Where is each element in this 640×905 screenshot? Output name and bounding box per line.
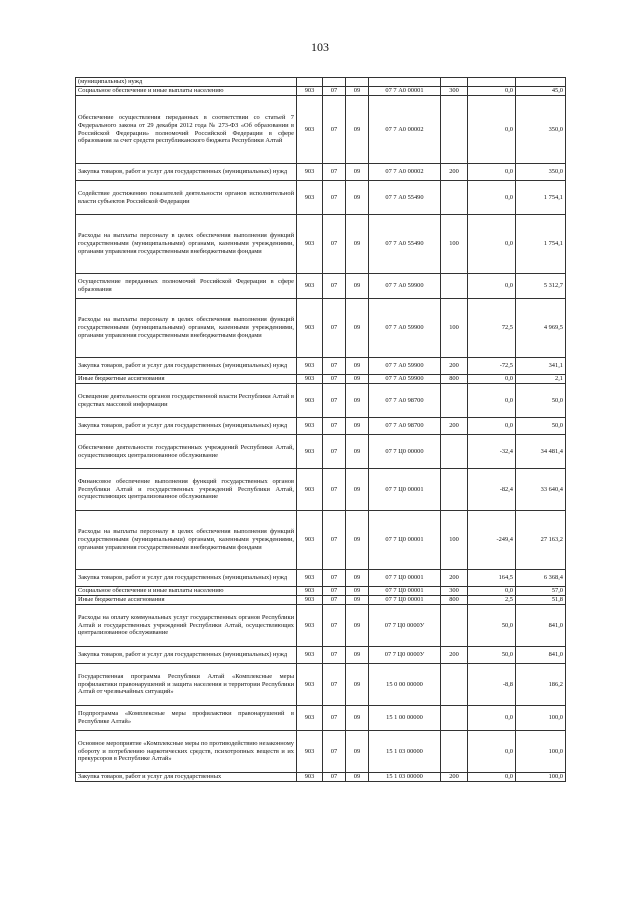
table-row — [76, 299, 566, 358]
row-ministry-code-cell: 903 — [297, 511, 323, 570]
row-name-cell: Содействие достижению показателей деятельности органов исполнительной власти субъектов Российской Федерации — [76, 181, 297, 215]
table-row — [76, 87, 566, 96]
table-row — [76, 731, 566, 773]
table-row — [76, 215, 566, 274]
row-name-cell: Государственная программа Республики Алтай «Комплексные меры профилактики правонарушений и защита населения и территории Республики Алтай от чрезвычайных ситуаций» — [76, 664, 297, 706]
row-target-article-cell: 15 1 03 00000 — [369, 731, 441, 773]
row-expense-type-cell: 800 — [441, 375, 468, 384]
row-total-amount-cell: 6 368,4 — [516, 570, 566, 587]
row-change-amount-cell: 164,5 — [468, 570, 516, 587]
row-change-amount-cell: 2,5 — [468, 596, 516, 605]
row-change-amount-cell: 50,0 — [468, 647, 516, 664]
row-section-code-cell: 07 — [323, 358, 346, 375]
row-expense-type-cell: 800 — [441, 596, 468, 605]
table-row — [76, 647, 566, 664]
row-section-code-cell: 07 — [323, 773, 346, 782]
row-subsection-code-cell: 09 — [346, 164, 369, 181]
row-expense-type-cell: 200 — [441, 418, 468, 435]
row-target-article-cell: 07 7 А0 59900 — [369, 358, 441, 375]
row-total-amount-cell: 186,2 — [516, 664, 566, 706]
row-expense-type-cell — [441, 605, 468, 647]
row-name-cell: Осуществление переданных полномочий Российской Федерации в сфере образования — [76, 274, 297, 299]
row-ministry-code-cell: 903 — [297, 384, 323, 418]
row-target-article-cell: 07 7 Ц0 00001 — [369, 596, 441, 605]
row-subsection-code-cell: 09 — [346, 596, 369, 605]
row-subsection-code-cell: 09 — [346, 706, 369, 731]
table-row — [76, 605, 566, 647]
row-ministry-code-cell: 903 — [297, 731, 323, 773]
row-name-cell: Закупка товаров, работ и услуг для государственных — [76, 773, 297, 782]
row-target-article-cell: 07 7 А0 59900 — [369, 375, 441, 384]
row-section-code-cell: 07 — [323, 664, 346, 706]
row-ministry-code-cell: 903 — [297, 605, 323, 647]
table-row — [76, 435, 566, 469]
row-expense-type-cell: 300 — [441, 87, 468, 96]
row-change-amount-cell: 0,0 — [468, 706, 516, 731]
row-name-cell: Социальное обеспечение и иные выплаты населению — [76, 587, 297, 596]
row-subsection-code-cell: 09 — [346, 358, 369, 375]
row-name-cell: Иные бюджетные ассигнования — [76, 375, 297, 384]
row-name-cell: Расходы на выплаты персоналу в целях обеспечения выполнения функций государственными (муниципальными) органами, казенными учреждениями, органами управления государственными внебюджетными фондами — [76, 215, 297, 274]
row-total-amount-cell: 100,0 — [516, 706, 566, 731]
row-expense-type-cell — [441, 96, 468, 164]
row-expense-type-cell: 200 — [441, 773, 468, 782]
row-subsection-code-cell: 09 — [346, 418, 369, 435]
table-row — [76, 375, 566, 384]
row-subsection-code-cell: 09 — [346, 375, 369, 384]
row-section-code-cell: 07 — [323, 469, 346, 511]
row-subsection-code-cell: 09 — [346, 384, 369, 418]
row-expense-type-cell — [441, 435, 468, 469]
row-name-cell: Обеспечение осуществления переданных в соответствии со статьей 7 Федерального закона от 29 декабря 2012 года № 273-ФЗ «Об образовании в Российской Федерации» полномочий Российской Федерации в сфере образования за счет средств республиканского бюджета Республики Алтай — [76, 96, 297, 164]
table-row — [76, 164, 566, 181]
row-ministry-code-cell: 903 — [297, 435, 323, 469]
row-target-article-cell: 15 0 00 00000 — [369, 664, 441, 706]
row-ministry-code-cell: 903 — [297, 375, 323, 384]
row-total-amount-cell: 4 969,5 — [516, 299, 566, 358]
row-change-amount-cell: 0,0 — [468, 181, 516, 215]
row-section-code-cell: 07 — [323, 587, 346, 596]
row-change-amount-cell: 0,0 — [468, 87, 516, 96]
row-name-cell: Закупка товаров, работ и услуг для государственных (муниципальных) нужд — [76, 358, 297, 375]
row-total-amount-cell: 51,8 — [516, 596, 566, 605]
page-number: 103 — [311, 40, 329, 54]
table-row — [76, 469, 566, 511]
row-expense-type-cell: 200 — [441, 164, 468, 181]
row-total-amount-cell: 50,0 — [516, 418, 566, 435]
row-expense-type-cell — [441, 181, 468, 215]
row-section-code-cell: 07 — [323, 596, 346, 605]
row-subsection-code-cell: 09 — [346, 469, 369, 511]
row-name-cell: (муниципальных) нужд — [76, 78, 297, 87]
table-row — [76, 570, 566, 587]
row-total-amount-cell: 50,0 — [516, 384, 566, 418]
row-ministry-code-cell: 903 — [297, 587, 323, 596]
row-section-code-cell: 07 — [323, 418, 346, 435]
row-name-cell: Обеспечение деятельности государственных учреждений Республики Алтай, осуществляющих централизованное обслуживание — [76, 435, 297, 469]
table-row — [76, 596, 566, 605]
row-change-amount-cell — [468, 78, 516, 87]
row-ministry-code-cell: 903 — [297, 96, 323, 164]
row-target-article-cell: 07 7 Ц0 0000У — [369, 605, 441, 647]
row-subsection-code-cell: 09 — [346, 215, 369, 274]
row-name-cell: Закупка товаров, работ и услуг для государственных (муниципальных) нужд — [76, 647, 297, 664]
row-total-amount-cell: 841,0 — [516, 605, 566, 647]
row-change-amount-cell: 0,0 — [468, 215, 516, 274]
row-expense-type-cell: 200 — [441, 647, 468, 664]
row-change-amount-cell: -82,4 — [468, 469, 516, 511]
row-change-amount-cell: 0,0 — [468, 164, 516, 181]
row-target-article-cell: 07 7 Ц0 0000У — [369, 647, 441, 664]
row-name-cell: Подпрограмма «Комплексные меры профилактики правонарушений в Республике Алтай» — [76, 706, 297, 731]
row-ministry-code-cell: 903 — [297, 664, 323, 706]
row-target-article-cell: 07 7 Ц0 00000 — [369, 435, 441, 469]
row-target-article-cell: 07 7 А0 00002 — [369, 96, 441, 164]
row-target-article-cell: 07 7 Ц0 00001 — [369, 587, 441, 596]
row-expense-type-cell — [441, 274, 468, 299]
row-expense-type-cell: 100 — [441, 215, 468, 274]
row-total-amount-cell: 1 754,1 — [516, 215, 566, 274]
row-section-code-cell: 07 — [323, 605, 346, 647]
row-change-amount-cell: 0,0 — [468, 384, 516, 418]
table-row — [76, 511, 566, 570]
row-subsection-code-cell: 09 — [346, 299, 369, 358]
row-change-amount-cell: -72,5 — [468, 358, 516, 375]
row-ministry-code-cell: 903 — [297, 570, 323, 587]
row-subsection-code-cell: 09 — [346, 511, 369, 570]
row-target-article-cell: 07 7 А0 55490 — [369, 181, 441, 215]
row-ministry-code-cell: 903 — [297, 418, 323, 435]
row-expense-type-cell — [441, 731, 468, 773]
row-change-amount-cell: 0,0 — [468, 418, 516, 435]
row-change-amount-cell: 50,0 — [468, 605, 516, 647]
table-row — [76, 773, 566, 782]
row-ministry-code-cell: 903 — [297, 87, 323, 96]
row-section-code-cell: 07 — [323, 96, 346, 164]
row-subsection-code-cell: 09 — [346, 773, 369, 782]
row-name-cell: Закупка товаров, работ и услуг для государственных (муниципальных) нужд — [76, 570, 297, 587]
table-row — [76, 384, 566, 418]
row-expense-type-cell — [441, 469, 468, 511]
table-row — [76, 181, 566, 215]
row-target-article-cell: 07 7 А0 98700 — [369, 384, 441, 418]
table-row — [76, 418, 566, 435]
row-target-article-cell: 07 7 Ц0 00001 — [369, 570, 441, 587]
row-total-amount-cell: 350,0 — [516, 164, 566, 181]
row-target-article-cell: 07 7 А0 55490 — [369, 215, 441, 274]
row-ministry-code-cell: 903 — [297, 181, 323, 215]
row-subsection-code-cell: 09 — [346, 87, 369, 96]
row-change-amount-cell: 0,0 — [468, 731, 516, 773]
budget-table — [75, 77, 566, 782]
row-total-amount-cell: 341,1 — [516, 358, 566, 375]
row-section-code-cell: 07 — [323, 164, 346, 181]
row-total-amount-cell: 2,1 — [516, 375, 566, 384]
row-section-code-cell: 07 — [323, 731, 346, 773]
row-expense-type-cell: 200 — [441, 358, 468, 375]
row-section-code-cell: 07 — [323, 384, 346, 418]
row-target-article-cell: 07 7 Ц0 00001 — [369, 469, 441, 511]
row-subsection-code-cell: 09 — [346, 181, 369, 215]
row-ministry-code-cell: 903 — [297, 773, 323, 782]
row-target-article-cell: 07 7 А0 00002 — [369, 164, 441, 181]
row-name-cell: Освещение деятельности органов государственной власти Республики Алтай в средствах массовой информации — [76, 384, 297, 418]
table-row — [76, 96, 566, 164]
row-total-amount-cell: 100,0 — [516, 731, 566, 773]
row-change-amount-cell: -249,4 — [468, 511, 516, 570]
row-section-code-cell: 07 — [323, 299, 346, 358]
table-row — [76, 78, 566, 87]
row-total-amount-cell: 27 163,2 — [516, 511, 566, 570]
row-expense-type-cell — [441, 384, 468, 418]
table-row — [76, 358, 566, 375]
row-ministry-code-cell: 903 — [297, 215, 323, 274]
row-subsection-code-cell: 09 — [346, 570, 369, 587]
row-subsection-code-cell: 09 — [346, 587, 369, 596]
row-expense-type-cell — [441, 664, 468, 706]
row-ministry-code-cell: 903 — [297, 299, 323, 358]
row-ministry-code-cell: 903 — [297, 647, 323, 664]
row-target-article-cell: 07 7 А0 98700 — [369, 418, 441, 435]
row-name-cell: Финансовое обеспечение выполнения функций государственных органов Республики Алтай и государственных учреждений Республики Алтай, осуществляющих централизованное обслуживание — [76, 469, 297, 511]
row-change-amount-cell: 0,0 — [468, 587, 516, 596]
row-total-amount-cell: 34 481,4 — [516, 435, 566, 469]
row-expense-type-cell: 100 — [441, 299, 468, 358]
row-total-amount-cell: 1 754,1 — [516, 181, 566, 215]
row-name-cell: Расходы на выплаты персоналу в целях обеспечения выполнения функций государственными (муниципальными) органами, казенными учреждениями, органами управления государственными внебюджетными фондами — [76, 511, 297, 570]
row-target-article-cell: 07 7 Ц0 00001 — [369, 511, 441, 570]
row-target-article-cell: 07 7 А0 00001 — [369, 87, 441, 96]
row-section-code-cell: 07 — [323, 570, 346, 587]
row-name-cell: Иные бюджетные ассигнования — [76, 596, 297, 605]
row-total-amount-cell — [516, 78, 566, 87]
row-subsection-code-cell: 09 — [346, 731, 369, 773]
row-name-cell: Расходы на оплату коммунальных услуг государственных органов Республики Алтай и государственных учреждений Республики Алтай, осуществляющих централизованное обслуживание — [76, 605, 297, 647]
row-name-cell: Социальное обеспечение и иные выплаты населению — [76, 87, 297, 96]
row-expense-type-cell — [441, 78, 468, 87]
row-change-amount-cell: -32,4 — [468, 435, 516, 469]
row-name-cell: Закупка товаров, работ и услуг для государственных (муниципальных) нужд — [76, 164, 297, 181]
row-section-code-cell: 07 — [323, 375, 346, 384]
row-subsection-code-cell: 09 — [346, 96, 369, 164]
row-expense-type-cell — [441, 706, 468, 731]
table-row — [76, 706, 566, 731]
row-section-code-cell: 07 — [323, 215, 346, 274]
row-expense-type-cell: 200 — [441, 570, 468, 587]
table-row — [76, 587, 566, 596]
row-expense-type-cell: 300 — [441, 587, 468, 596]
row-total-amount-cell: 45,0 — [516, 87, 566, 96]
row-section-code-cell: 07 — [323, 435, 346, 469]
row-section-code-cell: 07 — [323, 706, 346, 731]
row-ministry-code-cell: 903 — [297, 706, 323, 731]
row-section-code-cell — [323, 78, 346, 87]
row-section-code-cell: 07 — [323, 511, 346, 570]
row-target-article-cell: 15 1 03 00000 — [369, 773, 441, 782]
row-total-amount-cell: 841,0 — [516, 647, 566, 664]
row-total-amount-cell: 5 312,7 — [516, 274, 566, 299]
row-target-article-cell — [369, 78, 441, 87]
row-section-code-cell: 07 — [323, 87, 346, 96]
row-name-cell: Закупка товаров, работ и услуг для государственных (муниципальных) нужд — [76, 418, 297, 435]
row-ministry-code-cell: 903 — [297, 469, 323, 511]
row-subsection-code-cell — [346, 78, 369, 87]
table-body — [76, 78, 566, 782]
row-section-code-cell: 07 — [323, 181, 346, 215]
row-total-amount-cell: 350,0 — [516, 96, 566, 164]
table-row — [76, 274, 566, 299]
row-ministry-code-cell: 903 — [297, 358, 323, 375]
row-change-amount-cell: 72,5 — [468, 299, 516, 358]
row-change-amount-cell: 0,0 — [468, 96, 516, 164]
row-ministry-code-cell: 903 — [297, 164, 323, 181]
row-name-cell: Основное мероприятие «Комплексные меры по противодействию незаконному обороту и потреблению наркотических средств, психотропных веществ и их прекурсоров в Республике Алтай» — [76, 731, 297, 773]
row-change-amount-cell: -8,8 — [468, 664, 516, 706]
row-target-article-cell: 15 1 00 00000 — [369, 706, 441, 731]
row-subsection-code-cell: 09 — [346, 274, 369, 299]
row-expense-type-cell: 100 — [441, 511, 468, 570]
row-change-amount-cell: 0,0 — [468, 773, 516, 782]
row-subsection-code-cell: 09 — [346, 435, 369, 469]
row-total-amount-cell: 100,0 — [516, 773, 566, 782]
row-name-cell: Расходы на выплаты персоналу в целях обеспечения выполнения функций государственными (муниципальными) органами, казенными учреждениями, органами управления государственными внебюджетными фондами — [76, 299, 297, 358]
row-total-amount-cell: 57,0 — [516, 587, 566, 596]
row-ministry-code-cell: 903 — [297, 596, 323, 605]
row-target-article-cell: 07 7 А0 59900 — [369, 299, 441, 358]
row-change-amount-cell: 0,0 — [468, 274, 516, 299]
row-subsection-code-cell: 09 — [346, 605, 369, 647]
row-change-amount-cell: 0,0 — [468, 375, 516, 384]
row-section-code-cell: 07 — [323, 274, 346, 299]
table-row — [76, 664, 566, 706]
row-subsection-code-cell: 09 — [346, 664, 369, 706]
row-section-code-cell: 07 — [323, 647, 346, 664]
row-ministry-code-cell — [297, 78, 323, 87]
row-target-article-cell: 07 7 А0 59900 — [369, 274, 441, 299]
row-total-amount-cell: 33 640,4 — [516, 469, 566, 511]
row-subsection-code-cell: 09 — [346, 647, 369, 664]
row-ministry-code-cell: 903 — [297, 274, 323, 299]
